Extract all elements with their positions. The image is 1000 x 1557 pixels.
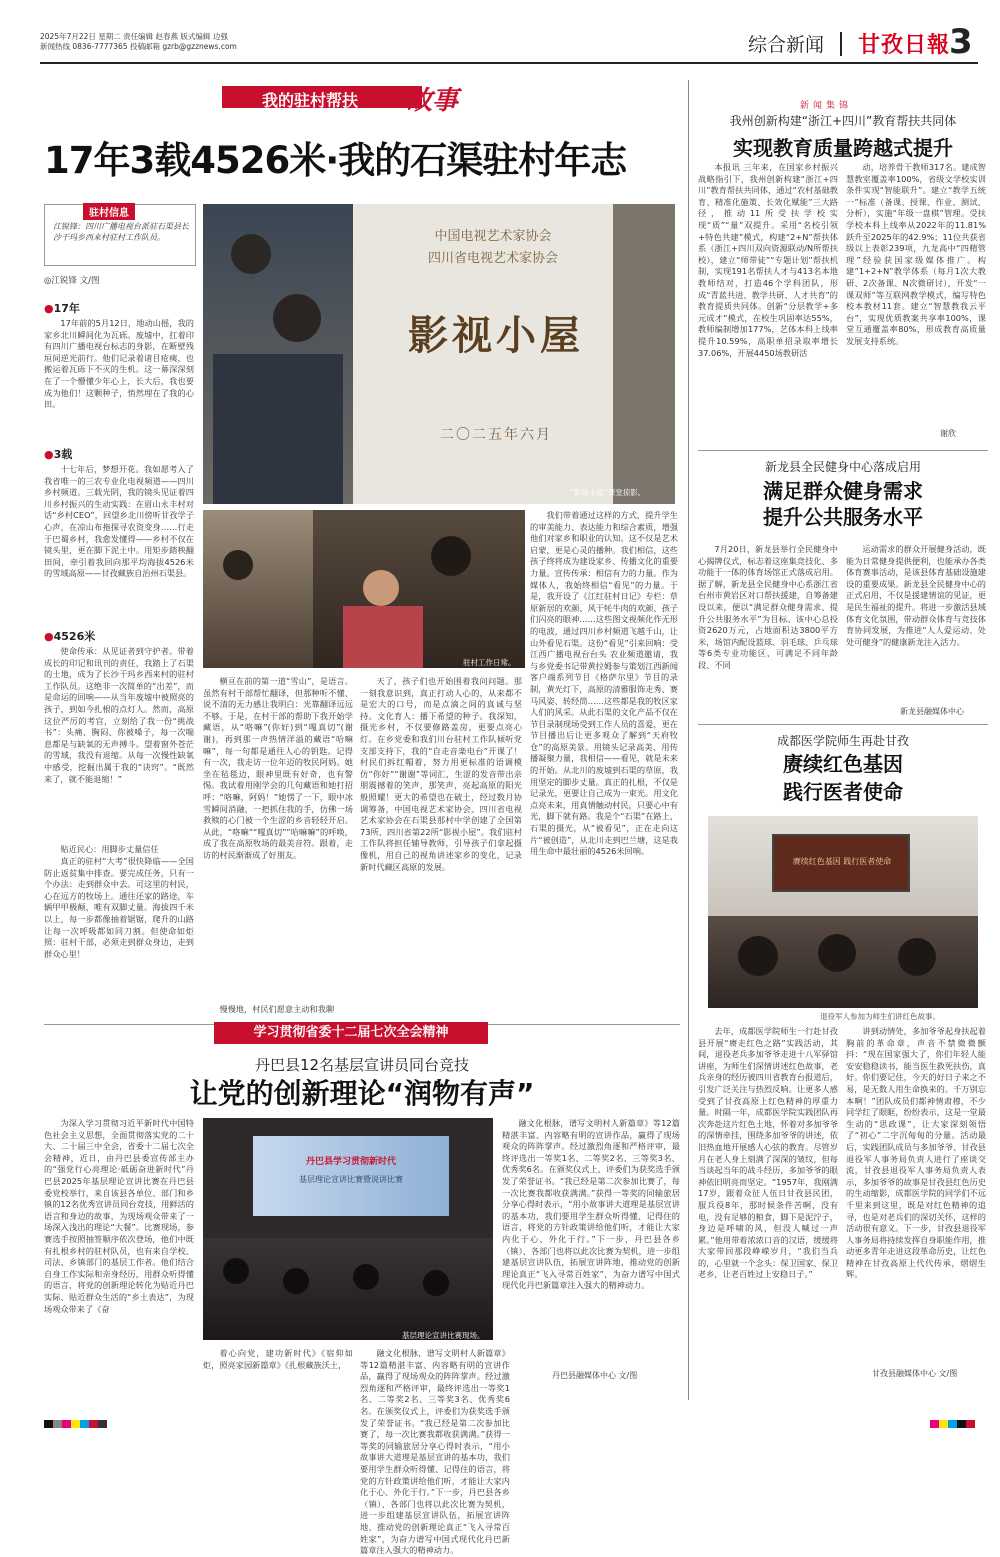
section-3-years: 3载 (53, 448, 73, 461)
news-tag: 新闻集锦 (800, 101, 853, 111)
fitness-col-a: 7月20日，新龙县举行全民健身中心揭牌仪式，标志着这座集竞技化、多功能于一体的体育场馆正式落成启用。据了解，新龙县全民健身中心系浙江省台州市黄岩区对口帮扶援建，自筹备建设以来，便以“满足群众健身需求、提升公共服务水平”为目标。该中心总投资2620万元，占地面积达3800平方米，场馆内配设篮球、羽毛球、乒乓球等6类专业功能区，可满足不同年龄段、不同 (698, 544, 838, 670)
edu-title: 实现教育质量跨越式提升 (733, 136, 953, 160)
newspaper-logo: 甘孜日報 (858, 32, 951, 58)
page-number: 3 (949, 22, 973, 62)
fitness-title (698, 478, 988, 530)
section-17-years: 17年 (53, 302, 80, 315)
info-box (44, 204, 196, 266)
section-4526-text: 使命传承：从见证者到守护者。带着成长的印记和讯刊的责任，我踏上了石渠的土地，成为了长沙干玛乡西来村的驻村工作队员。这绝非一次简单的“出差”，而是命运的回响——从当年废墟中被照亮的孩子，到如今扎根的点灯人。然而，高原这位严厉的考官，立刻给了我一份“挑战书”：头痛、胸闷、你被嗓子，每一次喘息都是与缺氧的无声搏斗。望着窗外苍茫的雪域，我没有退缩。从每一次慢性缺氧中感受，挖掘出属于我的“诀窍”。“既然来了，就不能退缩！” (44, 646, 194, 784)
banner-text: 我的驻村帮扶 (262, 91, 359, 110)
rule-r2 (698, 724, 988, 725)
main-col-3: 天了，孩子们也开始围着我问问题。那一刻我意识到，真正打动人心的，从来都不是宏大的口号，而是点滴之间的真诚与坚持。文化育人：播下希望的种子。我深知，摄光乡村，不仅要修路盖房，更要点亮心灯。在乡党委和我们川台驻村工作队倾听党支部支持下，我的“自走音楽电台”开课了！村民们拆红帽着，努力用更标准的语调模仿“你好”“谢谢”等词汇，生涩的发音带出亲朋震撼着的笑声，那笑声，亮起高原的阳光般照耀！更大的希望也在破土，经过数月协调筹备，中国电视艺术家协会、四川省电视艺术家协会在石渠县那村中学创建了全国第73所、四川省第22所“影视小屋”。我们驻村工作队将担任辅导教师，引导孩子们拿起摄像机，用自己的视角讲述家乡的变化，记录新时代藏区高原的发展。 (360, 676, 522, 872)
medical-subtitle: 成都医学院师生再赴甘孜 (776, 734, 909, 748)
section-4526m: 4526米 (53, 630, 96, 643)
contest-screen-line2: 基层理论宣讲比赛暨说讲比赛 (299, 1175, 403, 1184)
fitness-title-1: 满足群众健身需求 (763, 479, 923, 503)
info-text: 江锐锋：四川广播电视台派驻石渠县长沙干玛乡西来村驻村工作队员。 (53, 222, 189, 242)
fitness-col-b: 运动需求的群众开展健身活动，既能为日常健身提供便利，也能承办各类体育赛事活动，是该县体育基础设施建设的重要成果。新龙县全民健身中心的正式启用，不仅是援建情谊的见证，更是民生福祉的提升。将进一步激活县域体育文化氛围，带动群众体育与竞技体育协同发展，为推进“人人爱运动、处处可健身”的健康新龙注入活力。 (846, 544, 986, 647)
fitness-subtitle: 新龙县全民健身中心落成启用 (764, 460, 921, 474)
medical-title (698, 750, 988, 806)
fitness-author: 新龙县融媒体中心 (900, 707, 964, 716)
photo1-caption: “影视小屋”课堂掠影。 (570, 488, 646, 497)
contest-screen-line1: 丹巴县学习贯彻新时代 (305, 1157, 396, 1167)
photo-video-house (203, 204, 675, 504)
column-separator (688, 80, 689, 1400)
photo2-caption: 驻村工作日常。 (463, 658, 516, 667)
color-bar-right (930, 1420, 975, 1428)
lecture-photo-caption: 基层理论宣讲比赛现场。 (402, 1331, 485, 1340)
photo-lecture-contest (203, 1118, 493, 1340)
section-4526-subhead: 贴近民心：用脚步丈量信任 (60, 844, 159, 854)
bottom-col-b2: 融文化根脉，谱写文明村人新篇章》等12篇精湛丰富、内容略有明的宣讲作品，赢得了现场观众的阵阵掌声。经过激烈角逐和严格评审，最终评选出一等奖1名、二等奖2名、三等奖3名、优秀奖6名。在颁奖仪式上，评委们为获奖选手颁发了荣誉证书。“我已经是第二次参加比赛了，每一次比赛我都收获满满。”获得一等奖的同输旅居分享心得时表示，“用小故事讲大道理是基层宣讲的基本功，我们要用学生群众听得懂、记得住的语言，将党的方针政策讲给他们听，才能让大家内化于心、外化于行。”下一步，丹巴县各乡（镇）、各部门也将以此次比赛为契机，进一步组建基层宣讲队伍，拓展宣讲阵地，推动党的创新理论真正“飞入寻常百姓家”，为奋力谱写中国式现代化丹巴新篇章注入强大的精神动力。 (360, 1348, 510, 1556)
medical-title-2: 践行医者使命 (783, 780, 903, 804)
byline: ◎江锐锋 文/图 (44, 276, 100, 286)
medical-photo-caption: 退役军人参加为师生们讲红色故事。 (820, 1012, 940, 1021)
photo-village-work (203, 510, 525, 668)
info-title: 驻村信息 (83, 203, 135, 220)
main-col-1: ●17年 17年前的5月12日，地动山摇，我的家乡北川瞬间化为瓦砾。废墟中，扛着印有四川广播电视台标志的身影，在断壁残垣间逆光前行。他们记录着诸目疮痍，也搬运着瓦砾下不灭的生机。这一幕深深刻在了一个懵懂少年心上，长大后，我也要成为他们！这颗种子，悄然埋在了我的心田。 ●3载 十七年后，梦想开花。我如愿考入了我省唯一的三农专业化电视频道——四川乡村频道。三载光阴，我的镜头见证着四川乡村振兴的生动实践：在眉山永丰村对话“乡村CEO”，回望乡北川傍听甘孜学子心声，在凉山布拖探寻农资变身……行走于巴蜀乡村，我愈发懂得——乡村不仅在镜头里，更在脚下泥土中。用矩步踏秧翻田间，牵引着我回向那平均海拔4526米的雪域高原——甘孜藏族自治州石渠县。 ●4526米 使命传承：从见证者到守护者。带着成长的印记和讯刊的责任，我踏上了石渠的土地，成为了长沙干玛乡西来村的驻村工作队员。这绝非一次简单的“出差”，而是命运的回响——从当年废墟中被照亮的孩子，到如今扎根的点灯人。然而，高原这位严厉的考官，立刻给了我一份“挑战书”：头痛、胸闷、你被嗓子，每一次喘息都是与缺氧的无声搏斗。望着窗外苍茫的雪域，我没有退缩。从每一次慢性缺氧中感受，挖掘出属于我的“诀窍”。“既然来了，就不能退缩！” 贴近民心：用脚步丈量信任 真正的驻村“大考”很快降临——全国防止返贫集中排查。要完成任务，只有一个办法：走到群众中去。可这里的村民，心在远方的牧场上。通往还家的路途，车辆甲甲极颠，唯有双脚丈量。海拔四千米以上，每一步都像抽着锯锯，爬升的山路让每一次呼吸都如同刀割。但使命如炬照：驻村干部，必须走到群众身边，走到群众心里！ (44, 300, 194, 974)
medical-col-a: 去年，成都医学院师生一行赴甘孜县开展“赓走红色之路”实践活动，其间，退役老兵多加爷爷走进十八军驿馆讲座，为师生们深情讲述红色故事，老兵亲身的经历被四川省教育台报道后，引发广泛关注与热烈反响。让更多人感受到了甘孜高原上红色精神的厚重力量。时隔一年，成都医学院实践团队再次奔赴这片红色土地，怀着对多加爷爷的深情牵挂，围绕多加爷爷的讲述，依旧热血地开展感人心弦的教育。尽管岁月在老人身上刻满了深深的皱纹，但每当谈起当年的战斗经历，多加爷爷的眼神依旧明亮而坚定。“1957年，我刚满17岁，跟着众征人伍日甘孜县民团，服兵役8年，那时候条件苦啊，没有电，没有足够的粮食，脚下是泥泞子，身边是呼啸的风，但没人喊过一声累。”他用带着浓浓口音的汉语，缓缓将大家带回那段峥嵘岁月，“我们当兵的，心里就一个念头：保卫国家、保卫老乡，让老百姓过上安稳日子。” (698, 1026, 838, 1280)
edu-subtitle: 我州创新构建“浙江+四川”教育帮扶共同体 (729, 114, 957, 128)
header-rule (40, 62, 978, 64)
fitness-title-2: 提升公共服务水平 (763, 505, 923, 529)
bottom-col-a: 为深入学习贯彻习近平新时代中国特色社会主义思想，全面贯彻落实党的二十大、二十届三中全会，省委十二届七次全会精神，近日，由丹巴县委宣传部主办的“强党行心亮理论·砥砺奋进新时代”丹巴县2025年基层理论宣讲比赛在丹巴县委党校举行，来自该县各单位、部门和乡镇的12名优秀宣讲员同台竞技，用鲜活的语言和身边的故事，为现场观众带来了一场深入浅出的理论“大餐”。比赛现场，参赛选手按照抽签顺序依次登场，他们中既有扎根乡村的驻村队员，也有来自学校、司法、乡镇部门的基层工作者。他们结合自身工作实际和亲身经历，用群众听得懂的语言，将党的创新理论转化为贴近丹巴实际、贴近群众生活的“乡土表达”，为现场观众带来了《奋 (44, 1118, 194, 1314)
header-line2: 新闻热线 0836-7777365 投稿邮箱 gzrb@gzznews.com (40, 42, 237, 51)
banner-script: 故事 (406, 86, 459, 116)
medical-title-1: 赓续红色基因 (783, 752, 903, 776)
plaque-date: 二〇二五年六月 (440, 427, 552, 443)
screen-text: 赓续红色基因 践行医者使命 (792, 857, 892, 866)
main-col-2-end: 慢慢地，村民们愿意主动和我聊 (219, 1004, 335, 1014)
section-17-text: 17年前的5月12日，地动山摇，我的家乡北川瞬间化为瓦砾。废墟中，扛着印有四川广播电视台标志的身影，在断壁残垣间逆光前行。他们记录着诸目疮痍，也搬运着瓦砾下不灭的生机。这一幕深深刻在了一个懵懂少年心上，长大后，我也要成为他们！这颗种子，悄然埋在了我的心田。 (44, 318, 194, 410)
edu-author: 谢欣 (940, 429, 956, 438)
edu-col-b: 动，培养骨干教师317名。建成智慧教室覆盖率100%，省级文学校实训条件实现“智能联升”。建立“教学五统一”标准（备课、授课、作业、测试、分析），实施“年级一盘棋”管理。受扶学校本科上线率从2022年的11.81%跃升至2025年的42.9%；11位共获省级以上表彰239项，九龙高中“四精管理”经验获国家级媒体推广。构建“1+2+N”教学体系（每月1次大教研、2次备课、N次微研讨），开发“一课双师”等互联网教学模式，编写特色校本教材11套。建立“智慧教我云平台”，实现优质教案共享率100%，课堂互通覆盖率80%，形成教育高质量发展支持系统。 (846, 162, 986, 346)
header-line1: 2025年7月22日 星期二 责任编辑 赵春燕 版式编辑 边强 (40, 32, 228, 41)
header-divider (840, 32, 842, 56)
medical-author: 甘孜县融媒体中心 文/图 (872, 1369, 958, 1378)
medical-col-b: 讲到动情处，多加爷爷起身扶起着胸前的革命章，声音不禁微微颤抖：“现在国家强大了，你们年轻人能安安稳稳读书，能当医生救死扶伤，真好。你们要记住，今天的好日子来之不易，是无数人用生命换来的。千万别忘本啊！”团队成员们都神情肃穆，不少同学红了眼眶，纷纷表示，这是一堂最生动的“思政课”，让大家深刻领悟了“初心”二字沉甸甸的分量。活动最后，实践团队成员与多加爷爷、甘孜县退役军人事务局负责人进行了座谈交流，甘孜县退役军人事务局负责人表示，多加爷爷的故事是甘孜县红色历史的生动缩影，成都医学院的同学们不远千里来到这里，既是对红色精神的追寻，也是对老兵们的深切关怀，这样的活动很有意义。下一步，甘孜县退役军人事务局将持续发挥自身职能作用，推动更多青年走进这段革命历史，让红色精神在甘孜高原上代代传承，熠熠生辉。 (846, 1026, 986, 1280)
rule-r1 (698, 450, 988, 451)
section-4526-text2: 真正的驻村“大考”很快降临——全国防止返贫集中排查。要完成任务，只有一个办法：走到群众中去。可这里的村民，心在远方的牧场上。通往还家的路途，车辆甲甲极颠，唯有双脚丈量。海拔四千米以上，每一步都像抽着锯锯，爬升的山路让每一次呼吸都如同刀割。但使命如炬照：驻村干部，必须走到群众身边，走到群众心里！ (44, 856, 194, 959)
bottom-author: 丹巴县融媒体中心 文/图 (552, 1371, 638, 1380)
main-col-4: 我们带着通过这样的方式，提升学生的审美能力、表达能力和综合素质，增强他们对家乡和职业的认知。这不仅是艺术启蒙，更是心灵的播种。我们相信，这些孩子终将成为建设家乡、传播文化的重要力量。宣传传承：相信有力的力量。作为媒体人，我始终相信“看见”的力量。于是，我开设了《江红驻村日记》专栏：草原新居的欢颜、风干牦牛肉的欢颜、孩子们闪亮的眼神……这些图文视频化作无形的电波，通过四川乡村频道飞越千山，让山外看见石渠。这份“看见”引来回响：受江西广播电视台台头 农业频道邀请，我与乡党委书记带黄拉姆参与策划江西新闻客户端系列节目《格萨尔里》节目的录制，黄光灯下，高原的清雅服饰走秀、赛马风姿、转经筒……这些都是我的牧区家人们的风采。从此石渠的文化产品不仅在节目录制现场受到工作人员的喜爱，更在节目播出后让更多观众了解到“天府牧仓”的高原美景。用镜头记录高美、用传播凝聚力量，我相信——看见，就是未来的开始。从北川的废墟到石渠的草原，我用坚定的脚步丈量。真正的扎根，不仅是记录光，更要让自己成为一束光。用文化点亮未来，用真情触动村民，只要心中有光，脚下就有路。我是个“石渠”在路上，石渠的摄光，从“被看见”，正在走向这片“被创造”，从北川走到巴兰塘，这是我用生命中最壮丽的4526米回响。 (530, 510, 678, 857)
section-name: 综合新闻 (748, 34, 825, 56)
main-headline: 17年3载4526米·我的石渠驻村年志 (44, 139, 627, 182)
photo-medical-students (708, 816, 978, 1008)
color-bar-left (44, 1420, 107, 1428)
bottom-subtitle: 丹巴县12名基层宣讲员同台竞技 (254, 1056, 470, 1074)
bottom-col-c: 融文化根脉，谱写文明村人新篇章》等12篇精湛丰富、内容略有明的宣讲作品，赢得了现场观众的阵阵掌声。经过激烈角逐和严格评审，最终评选出一等奖1名、二等奖2名、三等奖3名、优秀奖6名。在颁奖仪式上，评委们为获奖选手颁发了荣誉证书。“我已经是第二次参加比赛了，每一次比赛我都收获满满。”获得一等奖的同输旅居分享心得时表示，“用小故事讲大道理是基层宣讲的基本功，我们要用学生群众听得懂、记得住的语言，将党的方针政策讲给他们听，才能让大家内化于心、外化于行。”下一步，丹巴县各乡（镇）、各部门也将以此次比赛为契机，进一步组建基层宣讲队伍，拓展宣讲阵地，推动党的创新理论真正“飞入寻常百姓家”，为奋力谱写中国式现代化丹巴新篇章注入强大的精神动力。 (502, 1118, 680, 1291)
story-banner (222, 80, 462, 114)
bottom-col-b: 着心向党，建功新时代》《宿仰如炬，照亮家园新篇章》《扎根藏族沃土， (203, 1348, 353, 1370)
bottom-banner: 学习贯彻省委十二届七次全会精神 (214, 1022, 488, 1044)
bottom-title: 让党的创新理论“润物有声” (189, 1077, 535, 1110)
main-col-2: 横亘在前的第一道“雪山”，是语言。虽然有村干部帮忙翻译，但那种听不懂、说不清的无力感让我明白：光靠翻译远远不够。于是，在村干部的帮助下我开始学藏语，从“咯嘛”(你好)到“嘎真切”(谢谢)，再到那一声热情洋溢的藏语“哈嘛嘛”，每一句都是通往人心的钥匙。记得有一次，我走访一位年迈的牧民阿妈。她坐在毡毯边，眼神里既有好奇，也有警惕。我试着用刚学会的几句藏语和她打招呼：“咯嘛，阿妈！”她愣了一下，眼中冰雪瞬间消融，一把抓住我的手，仿佛一场救赎的心门被一个生涩的乡音轻轻开启。从此，“咯嘛”“嘎真切”“哈嘛嘛”的呼唤，成了我在高原牧场的最美音符。跟着，走访的村民渐渐成了好朋友。 (203, 676, 353, 860)
plaque-line-2: 四川省电视艺术家协会 (427, 251, 558, 266)
section-3-text: 十七年后，梦想开花。我如愿考入了我省唯一的三农专业化电视频道——四川乡村频道。三载光阴，我的镜头见证着四川乡村振兴的生动实践：在眉山永丰村对话“乡村CEO”，回望乡北川傍听甘孜学子心声，在凉山布拖探寻农资变身……行走于巴蜀乡村，我愈发懂得——乡村不仅在镜头里，更在脚下泥土中。用矩步踏秧翻田间，牵引着我回向那平均海拔4526米的雪域高原——甘孜藏族自治州石渠县。 (44, 464, 194, 579)
header-info (40, 32, 440, 52)
plaque-line-1: 中国电视艺术家协会 (434, 229, 552, 244)
plaque-title: 影视小屋 (408, 312, 584, 359)
edu-col-a: 本报讯 三年来，在国家乡村振兴战略指引下，我州创新构建“浙江+四川”教育帮扶共同体，通过“农村基础教育、精准化施策、长效化赋能”三大路径，推动11所受扶学校实现“质”“量”双提升。采用“名校引领+特色共建”模式，构建“2+N”帮扶体系（浙江+四川双向资源联动/N所帮扶校），建立“师带徒”“专题计划”帮扶机制，实现191名帮扶人才与413名本地教师结对，打造46个学科团队，形成“青蓝共进、教学共研、人才共育”的教育提质共同体。创新“分层教学+多元成才”模式，在校生巩固率达55%，教师编制增加177%，艺体本科上线率提升10.59%，高职单招录取率增长37.06%，开展4450场教研活 (698, 162, 838, 358)
